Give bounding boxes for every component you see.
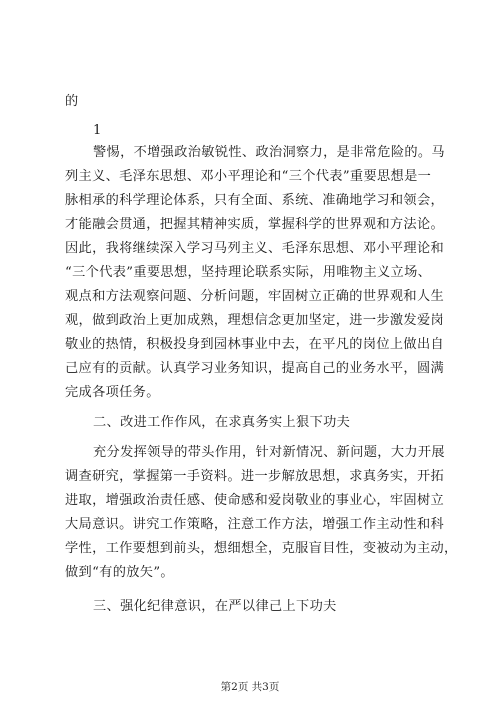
text-line: 1 — [93, 123, 102, 138]
text-line: 敬业的热情，积极投身到园林事业中去，在平凡的岗位上做出自 — [65, 337, 445, 352]
text-line: 观点和方法观察问题、分析问题，牢固树立正确的世界观和人生 — [65, 289, 445, 304]
text-line: 因此，我将继续深入学习马列主义、毛泽东思想、邓小平理论和 — [65, 241, 445, 256]
text-line: 脉相承的科学理论体系，只有全面、系统、准确地学习和领会， — [65, 193, 445, 208]
text-line: 做到“有的放矢”。 — [65, 565, 174, 580]
section-heading: 二、改进工作作风，在求真务实上狠下功夫 — [93, 415, 351, 430]
text-line: 进取，增强政治责任感、使命感和爱岗敬业的事业心，牢固树立 — [65, 493, 445, 508]
text-line: “三个代表”重要思想，坚持理论联系实际，用唯物主义立场、 — [65, 265, 432, 280]
text-line: 观，做到政治上更加成熟，理想信念更加坚定，进一步激发爱岗 — [65, 313, 445, 328]
text-line: 的 — [65, 94, 79, 109]
text-line: 大局意识。讲究工作策略，注意工作方法，增强工作主动性和科 — [65, 517, 445, 532]
section-heading: 三、强化纪律意识，在严以律己上下功夫 — [93, 599, 337, 614]
text-line: 才能融会贯通，把握其精神实质，掌握科学的世界观和方法论。 — [65, 217, 445, 232]
text-line: 完成各项任务。 — [65, 385, 160, 400]
text-line: 己应有的贡献。认真学习业务知识，提高自己的业务水平，圆满 — [65, 361, 445, 376]
text-line: 列主义、毛泽东思想、邓小平理论和“三个代表”重要思想是一 — [65, 169, 432, 184]
text-line: 学性，工作要想到前头，想细想全，克服盲目性，变被动为主动， — [65, 541, 458, 556]
text-line: 调查研究，掌握第一手资料。进一步解放思想，求真务实，开拓 — [65, 469, 445, 484]
page-footer: 第2页 共3页 — [220, 681, 280, 693]
text-line: 警惕，不增强政治敏锐性、政治洞察力，是非常危险的。马 — [93, 145, 445, 160]
text-line: 充分发挥领导的带头作用，针对新情况、新问题，大力开展 — [93, 445, 445, 460]
